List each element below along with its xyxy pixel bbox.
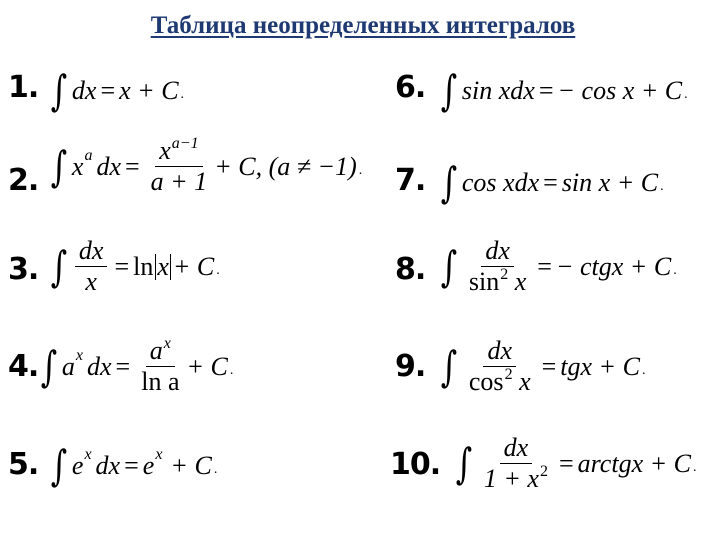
formula-10: ∫ $\frac{dx}{1 + x^2}$ = arctgx + C . [455, 433, 697, 493]
integral-sign: ∫ [440, 158, 458, 207]
formula-rest: + C, (a ≠ −1) [214, 151, 357, 181]
integral-sign: ∫ [440, 241, 458, 291]
formula-9: ∫ $\frac{dx}{\cos^2 x}$ = tgx + C . [440, 336, 646, 396]
formula-5: ∫ e x dx = e x + C . [50, 441, 218, 490]
integral-sign: ∫ [440, 341, 458, 391]
formula-number-4: 4. [8, 349, 39, 384]
formula-3: ∫ $\frac{dx}{x}$ = ln x + C . [50, 236, 220, 296]
absolute-value: x [157, 251, 169, 281]
fraction: $\frac{dx}{\sin^2 x}$ [468, 236, 527, 296]
fraction: $\frac{dx}{x}$ [75, 238, 108, 295]
integral-sign: ∫ [455, 438, 473, 488]
fraction: $\frac{dx}{\cos^2 x}$ [468, 336, 531, 396]
formula-rhs: x + C [119, 76, 179, 105]
formula-1: ∫ dx = x + C . [50, 66, 185, 115]
formula-number-3: 3. [8, 252, 39, 287]
fraction: $\frac{a^x}{\text{ln a}}$ [141, 335, 180, 396]
formula-number-8: 8. [395, 252, 426, 287]
integral-sign: ∫ [50, 441, 68, 490]
integral-sign: ∫ [50, 66, 68, 115]
fraction: $\frac{dx}{1 + x^2}$ [483, 433, 548, 493]
formula-number-2: 2. [8, 163, 39, 198]
integral-sign: ∫ [440, 66, 458, 115]
formula-7: ∫ cos xdx = sin x + C . [440, 158, 664, 207]
fraction: $\frac{x^{a-1}}{a + 1}$ [150, 135, 208, 196]
formula-2: ∫ x a dx = $\frac{x^{a-1}}{a + 1}$ + C, (a ≠ −1) . [50, 135, 363, 196]
page-title: Таблица неопределенных интегралов [150, 12, 576, 39]
formula-number-10: 10. [390, 447, 441, 482]
formula-8: ∫ $\frac{dx}{\sin^2 x}$ = − ctgx + C . [440, 236, 677, 296]
integral-sign: ∫ [50, 141, 68, 191]
formula-6: ∫ sin xdx = − cos x + C . [440, 66, 688, 115]
formula-number-1: 1. [8, 70, 39, 105]
integral-sign: ∫ [50, 241, 68, 291]
formula-number-5: 5. [8, 447, 39, 482]
formula-4: ∫ a x dx = $\frac{a^x}{\text{ln a}}$ + C . [40, 335, 234, 396]
formula-number-6: 6. [395, 70, 426, 105]
formula-number-7: 7. [395, 163, 426, 198]
formula-number-9: 9. [395, 349, 426, 384]
formula-lhs: dx [71, 76, 97, 105]
integral-sign: ∫ [40, 341, 58, 391]
